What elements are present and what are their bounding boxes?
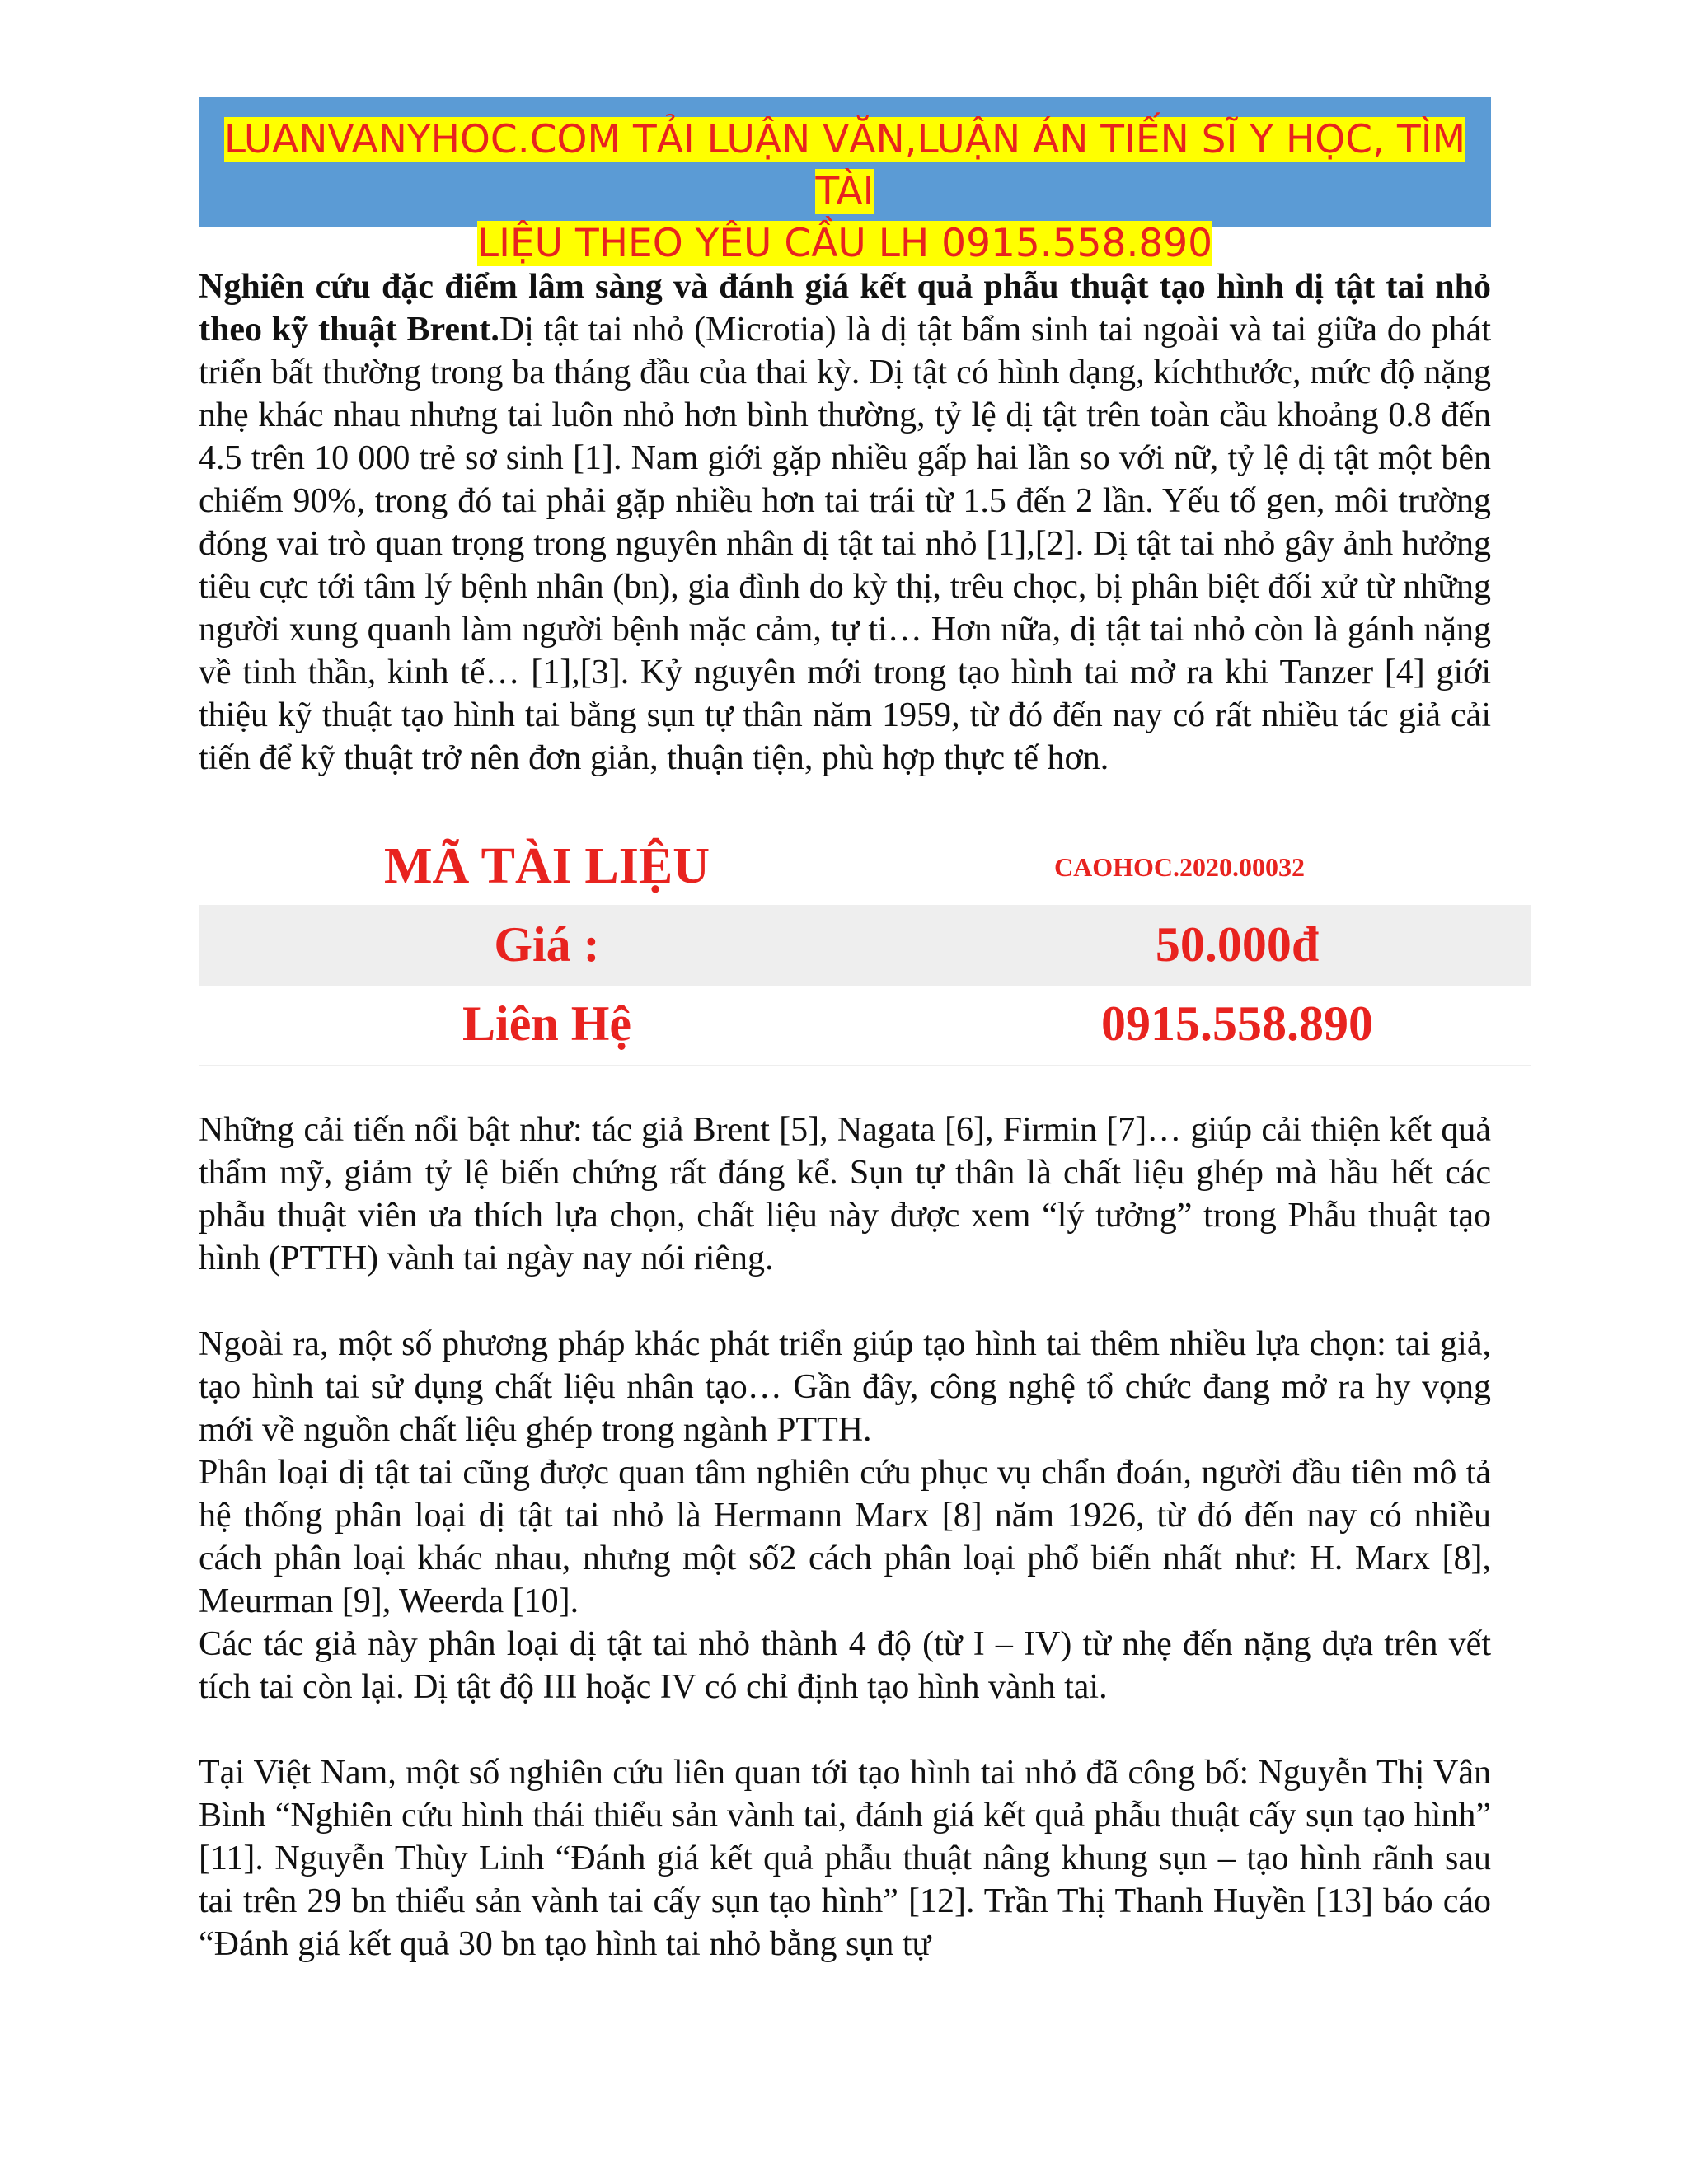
price-row-code [199,829,1531,905]
paragraph-vietnam: Tại Việt Nam, một số nghiên cứu liên quan tới tạo hình tai nhỏ đã công bố: Nguyễn Thị Vân Bình “Nghiên cứu hình thái thiểu sản vành tai, đánh giá kết quả phẫu thuật cấy sụn tạo hình” [11]. Nguyễn Thùy Linh “Đánh giá kết quả phẫu thuật nâng khung sụn – tạo hình rãnh sau tai trên 29 bn thiểu sản vành tai cấy sụn tạo hình” [12]. Trần Thị Thanh Huyền [13] báo cáo “Đánh giá kết quả 30 bn tạo hình tai nhỏ bằng sụn tự [199,1754,1491,1963]
banner-line-2: LIỆU THEO YÊU CẦU LH 0915.558.890 [476,221,1213,266]
contact-label: Liên Hệ [462,996,631,1051]
price-table [199,829,1531,1066]
code-label: MÃ TÀI LIỆU [383,838,710,894]
price-row-price [199,905,1531,986]
paragraph-improvements: Những cải tiến nổi bật như: tác giả Brent [5], Nagata [6], Firmin [7]… giúp cải thiện kết quả thẩm mỹ, giảm tỷ lệ biến chứng rất đáng kể. Sụn tự thân là chất liệu ghép mà hầu hết các phẫu thuật viên ưa thích lựa chọn, chất liệu này được xem “lý tưởng” trong Phẫu thuật tạo hình (PTTH) vành tai ngày nay nói riêng. [199,1111,1491,1277]
intro-paragraph [199,265,1491,780]
contact-value: 0915.558.890 [1101,996,1373,1051]
paragraph-classification: Phân loại dị tật tai cũng được quan tâm nghiên cứu phục vụ chẩn đoán, người đầu tiên mô tả hệ thống phân loại dị tật tai nhỏ là Hermann Marx [8] năm 1926, từ đó đến nay có nhiều cách phân loại khác nhau, nhưng một số2 cách phân loại phổ biến nhất như: H. Marx [8], Meurman [9], Weerda [10]. [199,1454,1491,1620]
paragraph-other-methods: Ngoài ra, một số phương pháp khác phát triển giúp tạo hình tai thêm nhiều lựa chọn: tai giả, tạo hình tai sử dụng chất liệu nhân tạo… Gần đây, công nghệ tổ chức đang mở ra hy vọng mới về nguồn chất liệu ghép trong ngành PTTH. [199,1325,1491,1449]
paragraph-grades: Các tác giả này phân loại dị tật tai nhỏ thành 4 độ (từ I – IV) từ nhẹ đến nặng dựa trên vết tích tai còn lại. Dị tật độ III hoặc IV có chỉ định tạo hình vành tai. [199,1625,1491,1706]
code-value: CAOHOC.2020.00032 [1054,852,1305,882]
price-label: Giá : [494,917,600,972]
header-banner [199,97,1491,266]
intro-title: Nghiên cứu đặc điểm lâm sàng và đánh giá kết quả phẫu thuật tạo hình dị tật tai nhỏ theo kỹ thuật Brent. [199,268,1491,349]
banner-line-1: LUANVANYHOC.COM TẢI LUẬN VĂN,LUẬN ÁN TIẾN SĨ Y HỌC, TÌM TÀI [223,117,1466,214]
price-row-contact [199,986,1531,1066]
intro-text: Dị tật tai nhỏ (Microtia) là dị tật bẩm sinh tai ngoài và tai giữa do phát triển bất thường trong ba tháng đầu của thai kỳ. Dị tật có hình dạng, kíchthước, mức độ nặng nhẹ khác nhau nhưng tai luôn nhỏ hơn bình thường, tỷ lệ dị tật trên toàn cầu khoảng 0.8 đến 4.5 trên 10 000 trẻ sơ sinh [1]. Nam giới gặp nhiều gấp hai lần so với nữ, tỷ lệ dị tật một bên chiếm 90%, trong đó tai phải gặp nhiều hơn tai trái từ 1.5 đến 2 lần. Yếu tố gen, môi trường đóng vai trò quan trọng trong nguyên nhân dị tật tai nhỏ [1],[2]. Dị tật tai nhỏ gây ảnh hưởng tiêu cực tới tâm lý bệnh nhân (bn), gia đình do kỳ thị, trêu chọc, bị phân biệt đối xử từ những người xung quanh làm người bệnh mặc cảm, tự ti… Hơn nữa, dị tật tai nhỏ còn là gánh nặng về tinh thần, kinh tế… [1],[3]. Kỷ nguyên mới trong tạo hình tai mở ra khi Tanzer [4] giới thiệu kỹ thuật tạo hình tai bằng sụn tự thân năm 1959, từ đó đến nay có rất nhiều tác giả cải tiến để kỹ thuật trở nên đơn giản, thuận tiện, phù hợp thực tế hơn. [199,311,1491,777]
price-value: 50.000đ [1155,917,1320,972]
